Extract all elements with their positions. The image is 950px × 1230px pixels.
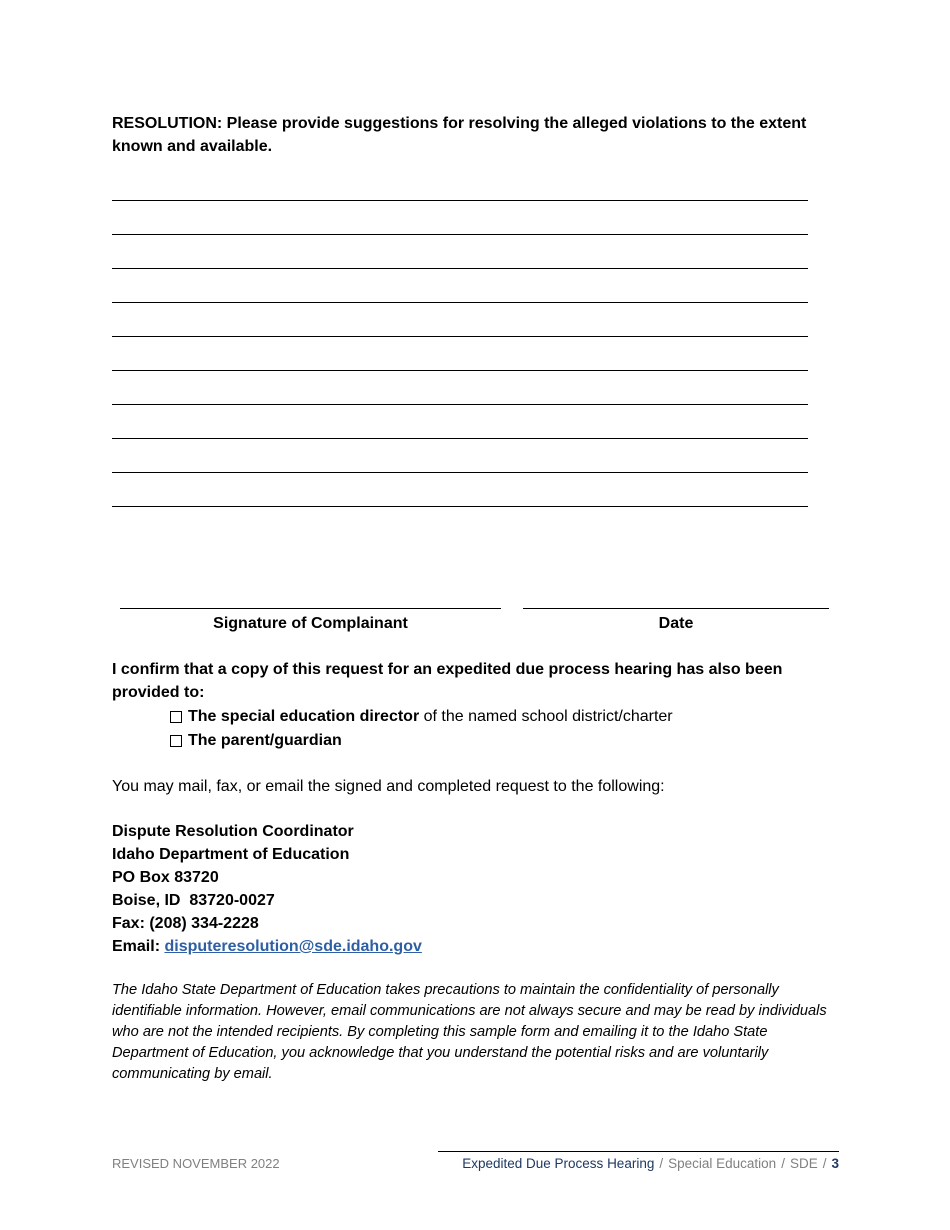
footer-breadcrumb — [462, 1155, 839, 1173]
footer-separator: / — [822, 1156, 827, 1171]
address-line: Dispute Resolution Coordinator — [112, 823, 354, 840]
date-label: Date — [658, 615, 694, 632]
answer-line[interactable] — [112, 337, 808, 371]
signature-block — [120, 608, 501, 633]
address-line: Fax: (208) 334-2228 — [112, 915, 259, 932]
mail-instructions: You may mail, fax, or email the signed and completed request to the following: — [112, 778, 665, 795]
checkbox-option-parent[interactable] — [170, 729, 342, 752]
answer-line[interactable] — [112, 371, 808, 405]
footer-revised: REVISED NOVEMBER 2022 — [112, 1156, 280, 1171]
confirmation-text: I confirm that a copy of this request for an expedited due process hearing has also been provided to: — [112, 661, 783, 701]
answer-line[interactable] — [112, 303, 808, 337]
resolution-answer-lines[interactable] — [112, 200, 808, 507]
address-line: Boise, ID 83720-0027 — [112, 892, 275, 909]
footer-separator: / — [659, 1156, 664, 1171]
signature-label: Signature of Complainant — [213, 615, 408, 632]
email-label: Email: — [112, 938, 165, 955]
date-line[interactable] — [523, 608, 829, 609]
answer-line[interactable] — [112, 235, 808, 269]
answer-line[interactable] — [112, 269, 808, 303]
answer-line[interactable] — [112, 405, 808, 439]
checkbox[interactable] — [170, 735, 182, 747]
option-bold-text: The parent/guardian — [188, 732, 342, 749]
date-block — [523, 608, 829, 633]
footer-separator: / — [781, 1156, 785, 1171]
answer-line[interactable] — [112, 473, 808, 507]
privacy-disclaimer: The Idaho State Department of Education takes precautions to maintain the confidentiality of personally identifiable information. However, email communications are not always secure and may be read by individuals who are not the intended recipients. By completing this sample form and emailing it to the Idaho State Department of Education, you acknowledge that you understand the potential risks and are voluntarily communicating by email. — [112, 982, 827, 1082]
option-bold-text: The special education director — [188, 708, 420, 725]
answer-line[interactable] — [112, 439, 808, 473]
signature-line[interactable] — [120, 608, 501, 609]
mailing-address — [112, 820, 422, 958]
email-line — [112, 935, 422, 958]
email-link[interactable]: disputeresolution@sde.idaho.gov — [164, 938, 422, 955]
resolution-heading: RESOLUTION: Please provide suggestions for resolving the alleged violations to the extent known and available. — [112, 115, 807, 155]
option-text: of the named school district/charter — [419, 708, 673, 725]
footer-divider — [438, 1151, 839, 1152]
answer-line[interactable] — [112, 201, 808, 235]
checkbox[interactable] — [170, 711, 182, 723]
footer-agency: SDE — [789, 1156, 818, 1171]
footer-section: Special Education — [668, 1156, 777, 1171]
address-line: PO Box 83720 — [112, 869, 219, 886]
checkbox-option-director[interactable] — [170, 705, 673, 728]
footer-doc-title: Expedited Due Process Hearing — [462, 1156, 655, 1171]
address-line: Idaho Department of Education — [112, 846, 350, 863]
page-number: 3 — [831, 1156, 839, 1171]
